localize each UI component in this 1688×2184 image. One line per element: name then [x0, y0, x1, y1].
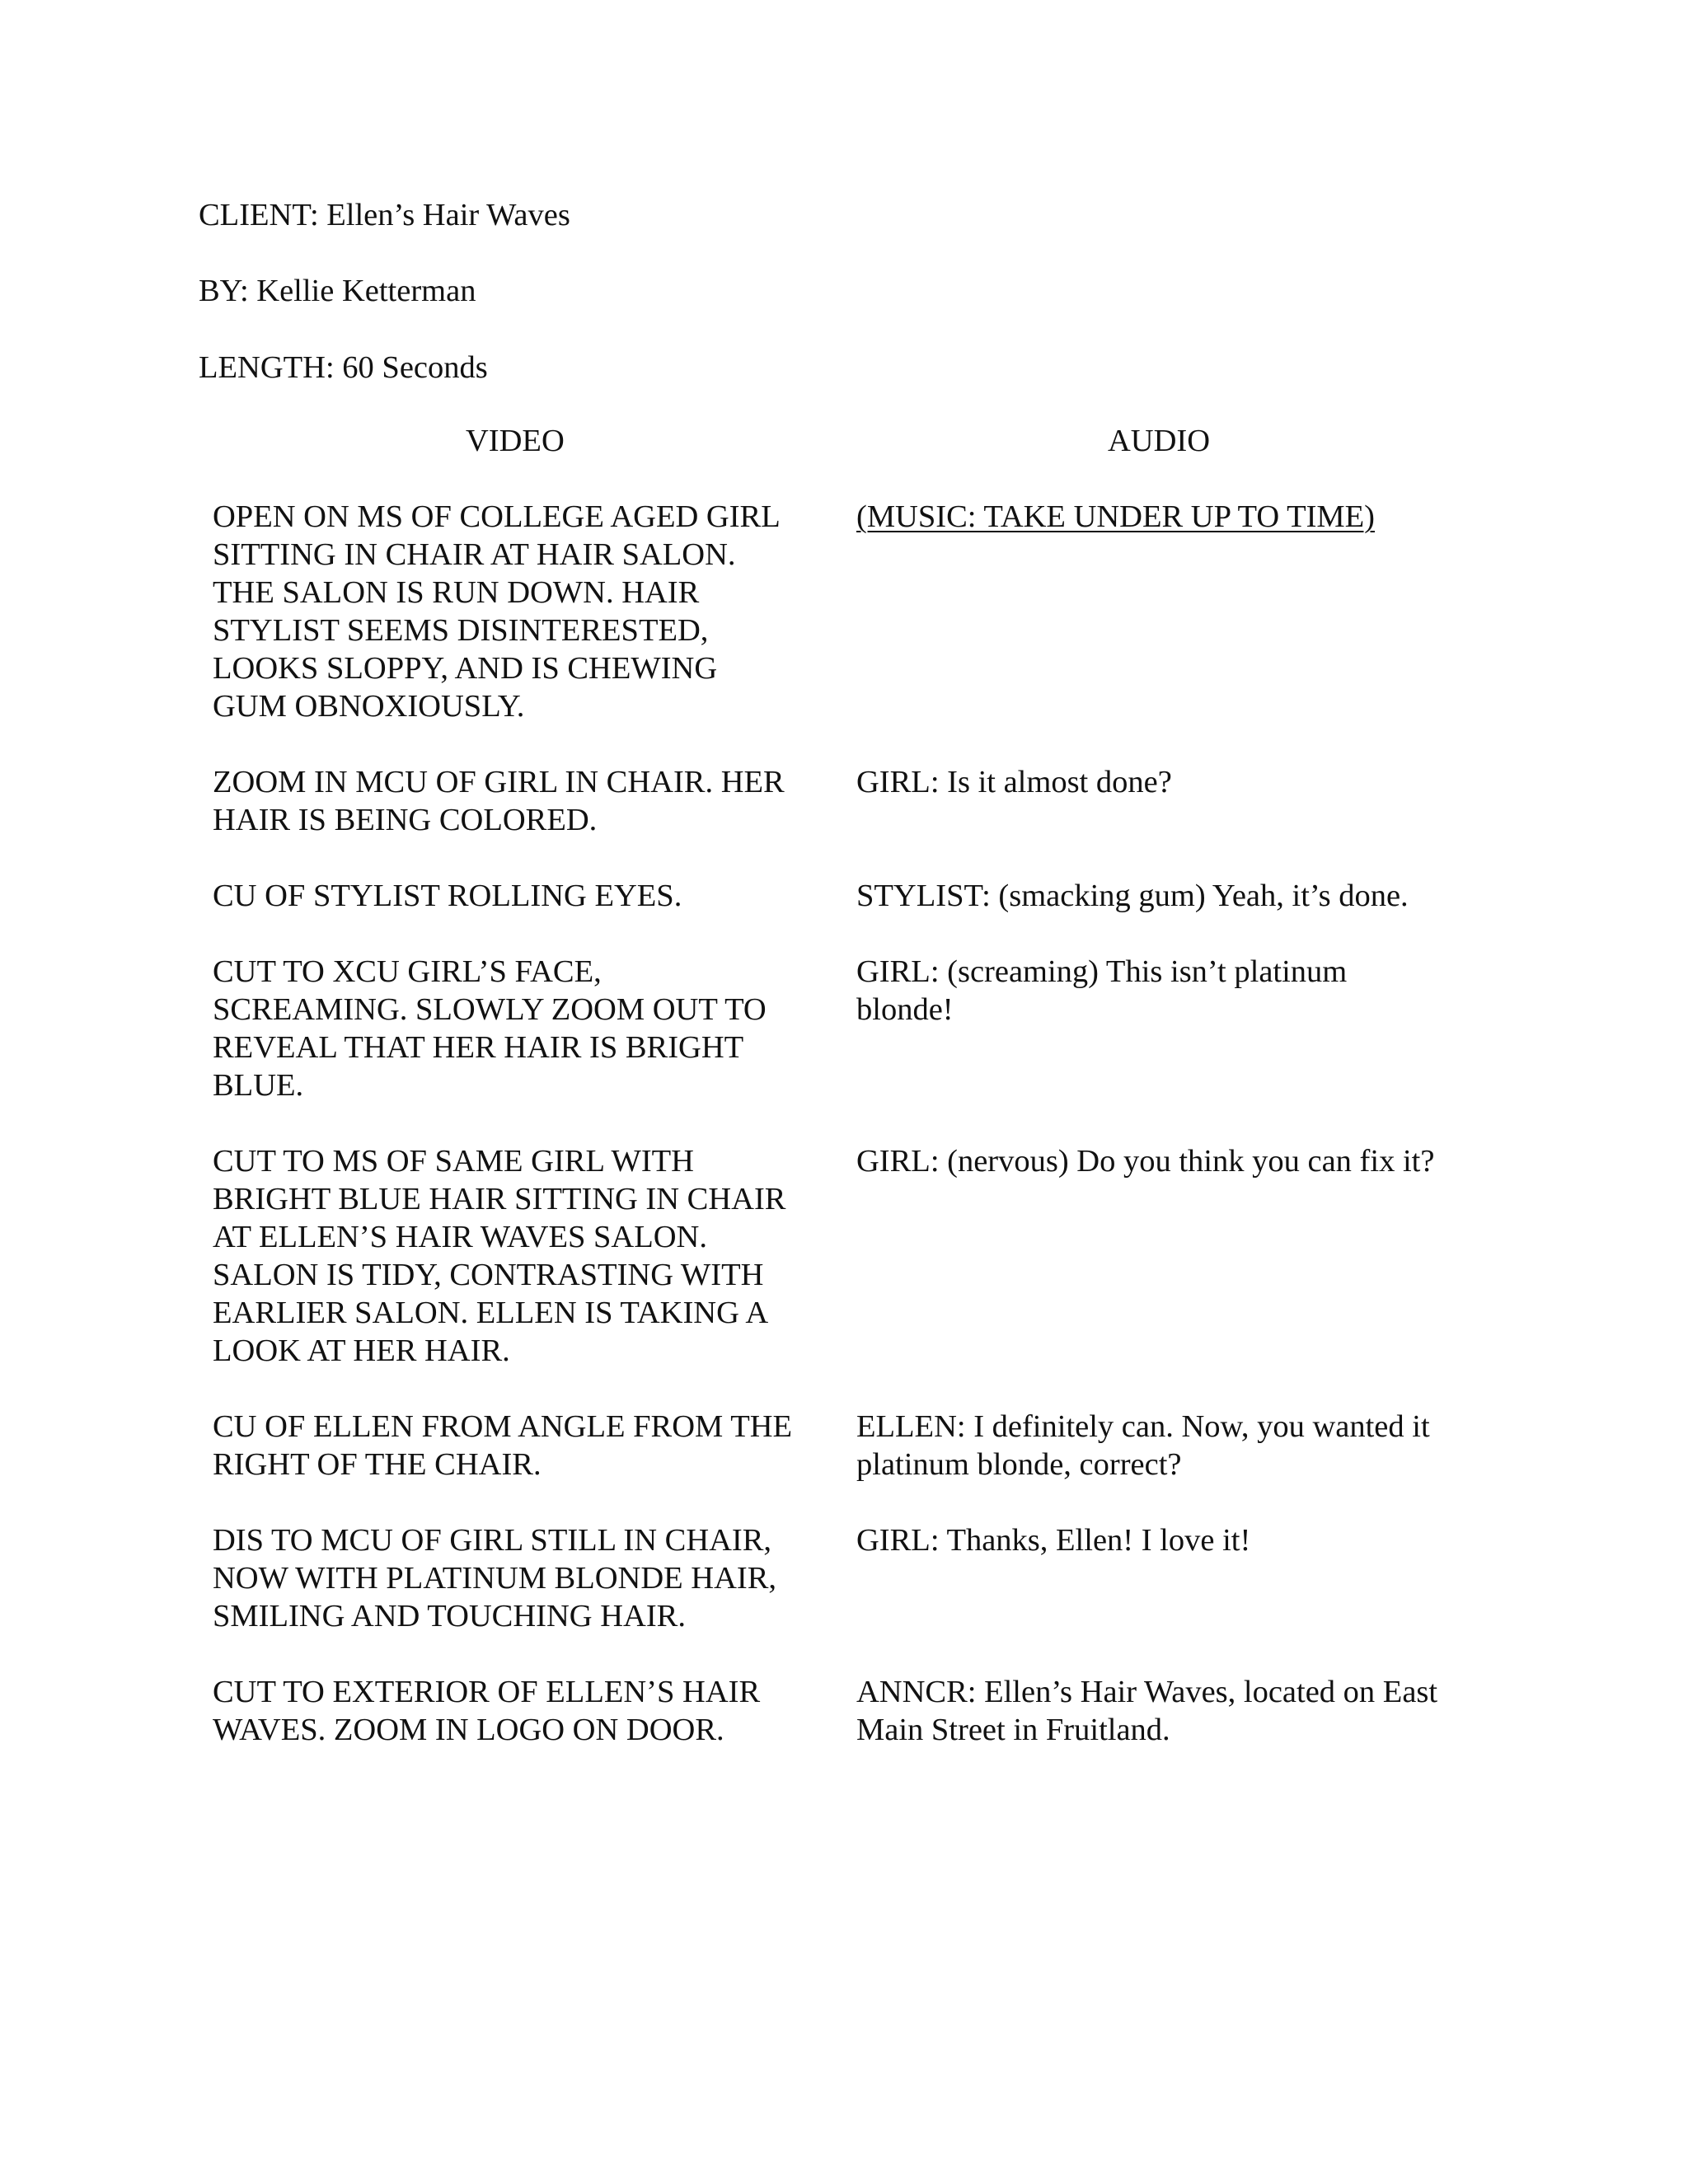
video-line: THE SALON IS RUN DOWN. HAIR [213, 575, 700, 610]
audio-cell-row-7 [856, 1521, 1483, 1559]
video-line: CU OF ELLEN FROM ANGLE FROM THE [213, 1409, 793, 1444]
video-line: SALON IS TIDY, CONTRASTING WITH [213, 1258, 764, 1292]
audio-line: GIRL: Is it almost done? [856, 765, 1172, 799]
video-line: AT ELLEN’S HAIR WAVES SALON. [213, 1220, 707, 1254]
length-line: LENGTH: 60 Seconds [199, 350, 488, 385]
audio-line: GIRL: (nervous) Do you think you can fix it? [856, 1144, 1435, 1179]
audio-cell-row-2 [856, 763, 1483, 801]
audio-line: blonde! [856, 992, 954, 1027]
audio-cell-row-8 [856, 1673, 1483, 1749]
client-line: CLIENT: Ellen’s Hair Waves [199, 198, 570, 232]
audio-line: platinum blonde, correct? [856, 1447, 1182, 1482]
video-cell-row-1 [213, 498, 839, 725]
video-line: LOOK AT HER HAIR. [213, 1333, 510, 1368]
audio-cell-row-1 [856, 498, 1483, 536]
audio-line: GIRL: Thanks, Ellen! I love it! [856, 1523, 1251, 1558]
audio-cell-row-5 [856, 1142, 1483, 1180]
video-line: HAIR IS BEING COLORED. [213, 803, 598, 837]
video-line: EARLIER SALON. ELLEN IS TAKING A [213, 1296, 769, 1330]
video-line: CUT TO EXTERIOR OF ELLEN’S HAIR [213, 1675, 761, 1709]
video-line: SCREAMING. SLOWLY ZOOM OUT TO [213, 992, 767, 1027]
audio-line: STYLIST: (smacking gum) Yeah, it’s done. [856, 879, 1409, 913]
audio-line: ELLEN: I definitely can. Now, you wanted it [856, 1409, 1430, 1444]
video-cell-row-4 [213, 953, 839, 1104]
video-line: OPEN ON MS OF COLLEGE AGED GIRL [213, 499, 781, 534]
video-line: REVEAL THAT HER HAIR IS BRIGHT [213, 1030, 744, 1065]
video-line: CUT TO XCU GIRL’S FACE, [213, 954, 602, 989]
video-cell-row-2 [213, 763, 839, 839]
video-line: CUT TO MS OF SAME GIRL WITH [213, 1144, 694, 1179]
video-line: DIS TO MCU OF GIRL STILL IN CHAIR, [213, 1523, 772, 1558]
video-line: CU OF STYLIST ROLLING EYES. [213, 879, 682, 913]
video-line: ZOOM IN MCU OF GIRL IN CHAIR. HER [213, 765, 785, 799]
video-cell-row-7 [213, 1521, 839, 1635]
audio-cell-row-3 [856, 877, 1483, 915]
video-cell-row-5 [213, 1142, 839, 1370]
video-cell-row-6 [213, 1408, 839, 1483]
audio-cell-row-4 [856, 953, 1483, 1029]
audio-line: GIRL: (screaming) This isn’t platinum [856, 954, 1348, 989]
video-line: STYLIST SEEMS DISINTERESTED, [213, 613, 709, 648]
video-line: BRIGHT BLUE HAIR SITTING IN CHAIR [213, 1182, 786, 1216]
video-line: SITTING IN CHAIR AT HAIR SALON. [213, 537, 736, 572]
audio-line: Main Street in Fruitland. [856, 1713, 1170, 1747]
video-line: RIGHT OF THE CHAIR. [213, 1447, 542, 1482]
video-line: WAVES. ZOOM IN LOGO ON DOOR. [213, 1713, 724, 1747]
video-column-header: VIDEO [466, 424, 565, 458]
video-line: SMILING AND TOUCHING HAIR. [213, 1599, 686, 1633]
author-line: BY: Kellie Ketterman [199, 274, 476, 308]
video-line: BLUE. [213, 1068, 304, 1103]
video-line: LOOKS SLOPPY, AND IS CHEWING [213, 651, 718, 686]
video-line: GUM OBNOXIOUSLY. [213, 689, 525, 724]
audio-column-header: AUDIO [1108, 424, 1211, 458]
audio-cell-row-6 [856, 1408, 1483, 1483]
video-line: NOW WITH PLATINUM BLONDE HAIR, [213, 1561, 777, 1596]
audio-line: ANNCR: Ellen’s Hair Waves, located on East [856, 1675, 1438, 1709]
music-cue: (MUSIC: TAKE UNDER UP TO TIME) [856, 499, 1375, 534]
video-cell-row-3 [213, 877, 839, 915]
video-cell-row-8 [213, 1673, 839, 1749]
